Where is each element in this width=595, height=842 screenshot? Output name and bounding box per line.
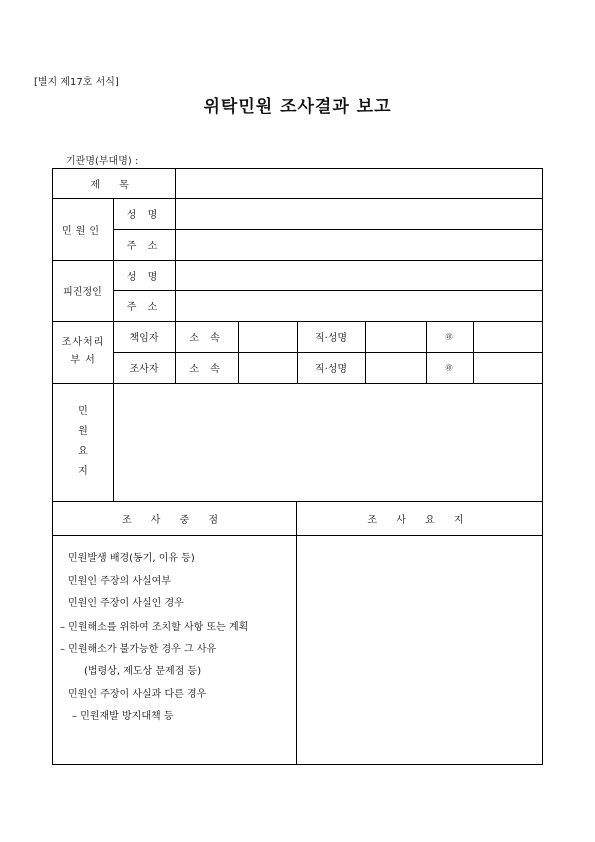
dept-label: 조사처리 부 서: [61, 337, 105, 366]
result-header: 조 사 요 지: [367, 514, 472, 526]
investigator-position-name-label: 직·성명: [314, 364, 348, 375]
petitioner-address-label: 주 소: [126, 241, 162, 252]
list-item: – 민원해소가 불가능한 경우 그 사유: [60, 643, 217, 655]
list-item: 민원발생 배경(동기, 이유 등): [68, 553, 195, 564]
manager-position-name-label: 직·성명: [314, 333, 348, 344]
investigator-affiliation-label: 소 속: [189, 364, 224, 375]
petitioner-label: 민원인: [62, 225, 103, 237]
list-item: 민원인 주장의 사실여부: [68, 575, 171, 587]
investigator-seal-mark: ㊞: [445, 364, 453, 372]
investigator-label: 조사자: [129, 364, 159, 375]
table-rule: [296, 501, 297, 765]
manager-affiliation-label: 소 속: [189, 333, 224, 344]
respondent-label: 피진정인: [63, 287, 102, 298]
list-item: (법령상, 제도상 문제점 등): [84, 666, 202, 677]
summary-label: 민 원 요 지: [78, 406, 98, 477]
table-rule: [238, 321, 239, 383]
table-rule: [52, 383, 543, 384]
table-rule: [365, 321, 366, 383]
respondent-name-label: 성 명: [126, 271, 162, 283]
table-rule: [113, 290, 543, 291]
list-item: – 민원재발 방지대책 등: [72, 711, 174, 722]
respondent-address-label: 주 소: [126, 302, 162, 313]
list-item: – 민원해소를 위하여 조치할 사항 또는 계획: [60, 621, 249, 633]
table-rule: [426, 321, 427, 383]
manager-label: 책임자: [129, 333, 159, 344]
page-title: 위탁민원 조사결과 보고: [203, 97, 392, 117]
list-item: 민원인 주장이 사실인 경우: [68, 598, 184, 609]
table-rule: [473, 321, 474, 383]
form-number-label: [별지 제17호 서식]: [34, 77, 119, 88]
list-item: 민원인 주장이 사실과 다른 경우: [68, 688, 207, 700]
agency-label: 기관명(부대명) :: [66, 156, 139, 167]
table-rule: [175, 168, 176, 260]
table-rule: [113, 229, 543, 230]
manager-seal-mark: ㊞: [445, 333, 453, 341]
focus-header: 조 사 중 점: [121, 514, 227, 526]
table-rule: [175, 260, 176, 321]
focus-points-list: [60, 548, 296, 729]
subject-label: 제 목: [90, 179, 137, 191]
table-rule: [52, 535, 543, 536]
petitioner-name-label: 성 명: [126, 210, 162, 221]
